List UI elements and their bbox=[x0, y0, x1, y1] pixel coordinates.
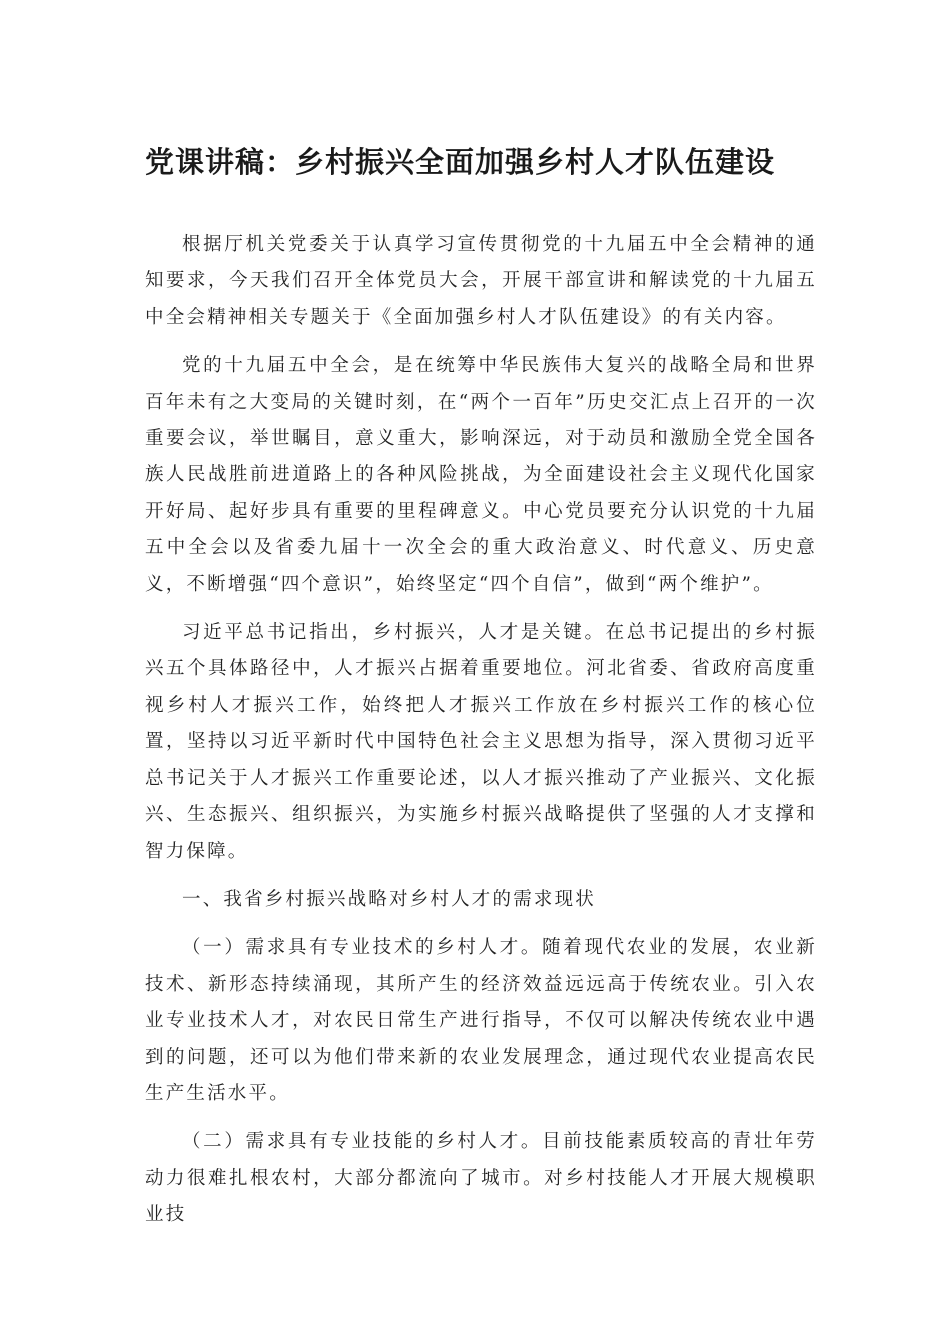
paragraph: （一）需求具有专业技术的乡村人才。随着现代农业的发展，农业新技术、新形态持续涌现，其所产生的经济效益远远高于传统农业。引入农业专业技术人才，对农民日常生产进行指导，不仅可以解决传统农业中遇到的问题，还可以为他们带来新的农业发展理念，通过现代农业提高农民生产生活水平。 bbox=[145, 937, 817, 1104]
document-body bbox=[145, 227, 817, 1246]
paragraph: （二）需求具有专业技能的乡村人才。目前技能素质较高的青壮年劳动力很难扎根农村，大部分都流向了城市。对乡村技能人才开展大规模职业技 bbox=[145, 1131, 817, 1226]
section-heading: 一、我省乡村振兴战略对乡村人才的需求现状 bbox=[182, 888, 597, 910]
document-title: 党课讲稿：乡村振兴全面加强乡村人才队伍建设 bbox=[145, 145, 776, 179]
paragraph: 党的十九届五中全会，是在统筹中华民族伟大复兴的战略全局和世界百年未有之大变局的关键时刻，在“两个一百年”历史交汇点上召开的一次重要会议，举世瞩目，意义重大，影响深远，对于动员和激励全党全国各族人民战胜前进道路上的各种风险挑战，为全面建设社会主义现代化国家开好局、起好步具有重要的里程碑意义。中心党员要充分认识党的十九届五中全会以及省委九届十一次全会的重大政治意义、时代意义、历史意义，不断增强“四个意识”，始终坚定“四个自信”，做到“两个维护”。 bbox=[145, 355, 817, 595]
paragraph: 根据厅机关党委关于认真学习宣传贯彻党的十九届五中全会精神的通知要求，今天我们召开全体党员大会，开展干部宣讲和解读党的十九届五中全会精神相关专题关于《全面加强乡村人才队伍建设》的有关内容。 bbox=[145, 234, 817, 328]
paragraph: 习近平总书记指出，乡村振兴，人才是关键。在总书记提出的乡村振兴五个具体路径中，人才振兴占据着重要地位。河北省委、省政府高度重视乡村人才振兴工作，始终把人才振兴工作放在乡村振兴工作的核心位置，坚持以习近平新时代中国特色社会主义思想为指导，深入贯彻习近平总书记关于人才振兴工作重要论述，以人才振兴推动了产业振兴、文化振兴、生态振兴、组织振兴，为实施乡村振兴战略提供了坚强的人才支撑和智力保障。 bbox=[145, 622, 817, 862]
